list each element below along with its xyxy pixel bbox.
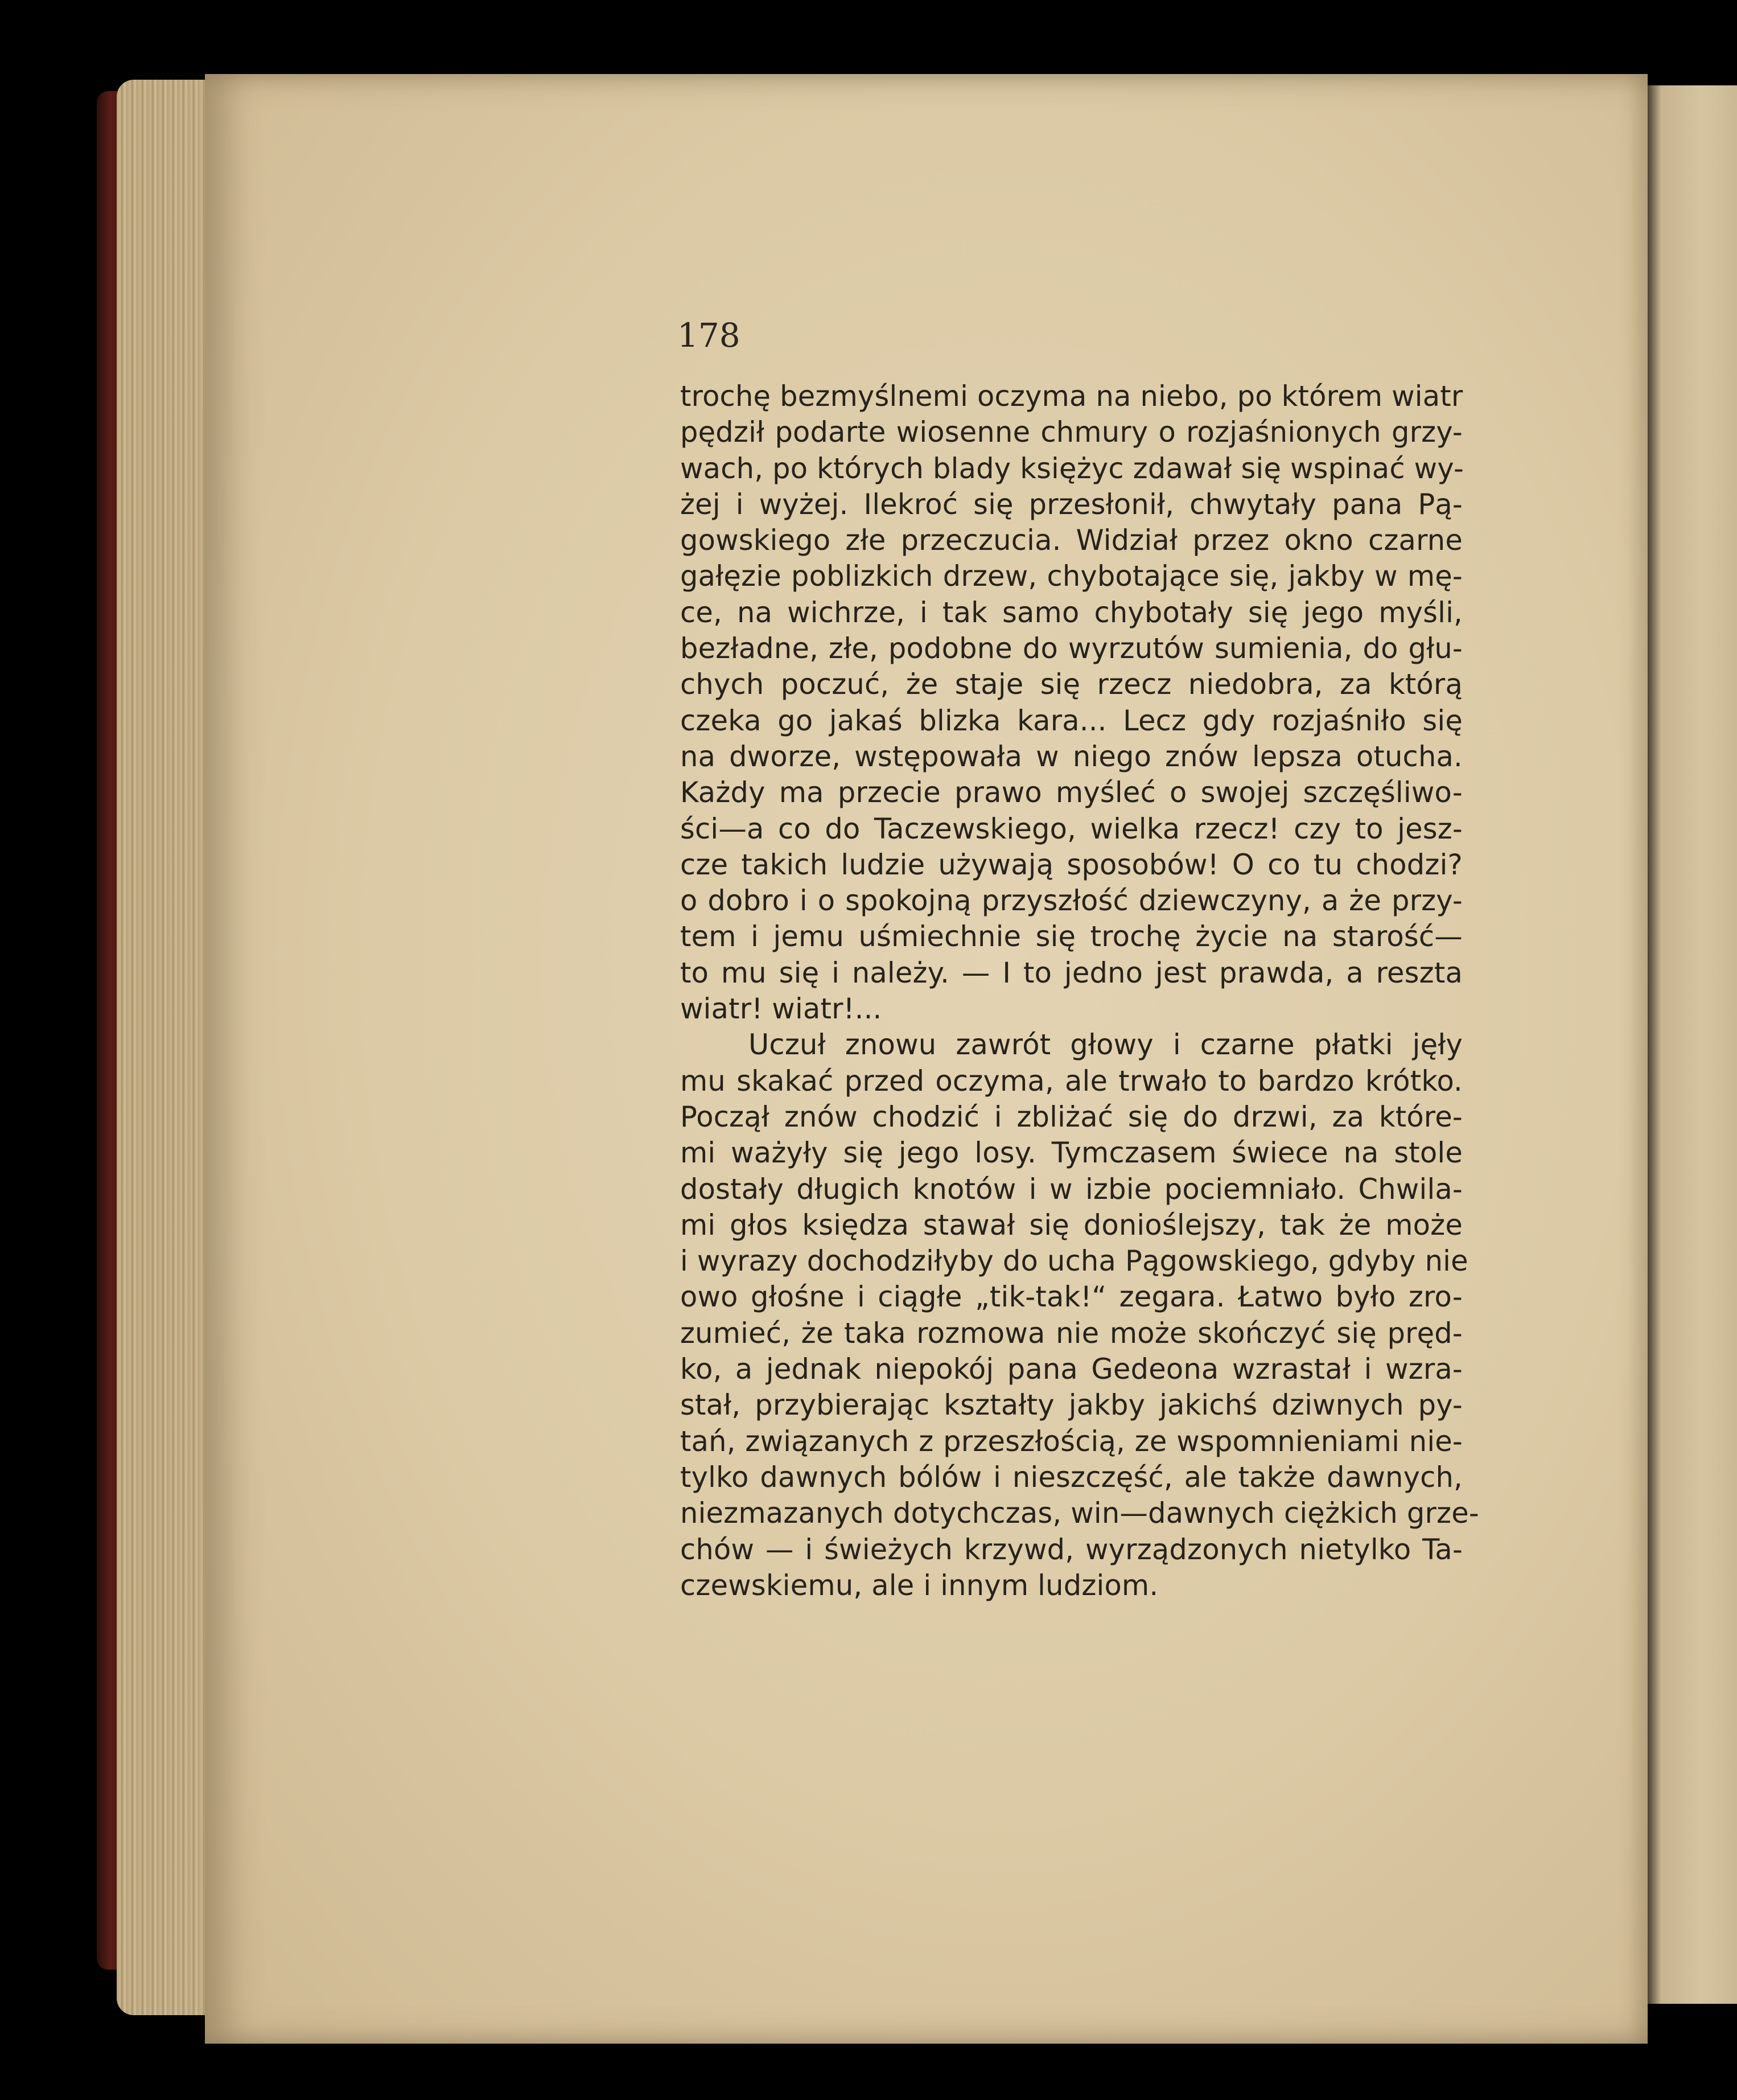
text-line: wiatr! wiatr!... <box>680 992 882 1026</box>
text-line: bezładne, złe, podobne do wyrzutów sumienia, do głu- <box>680 632 1463 665</box>
text-line: mi ważyły się jego losy. Tymczasem świece na stole <box>680 1136 1463 1170</box>
text-line: Każdy ma przecie prawo myśleć o swojej szczęśliwo- <box>680 776 1463 809</box>
text-line: pędził podarte wiosenne chmury o rozjaśnionych grzy- <box>680 416 1463 449</box>
text-line: na dworze, wstępowała w niego znów lepsza otucha. <box>680 739 1463 773</box>
text-line: ce, na wichrze, i tak samo chybotały się jego myśli, <box>680 595 1463 629</box>
text-line: czewskiemu, ale i innym ludziom. <box>680 1568 1159 1602</box>
text-line: ko, a jednak niepokój pana Gedeona wzrastał i wzra- <box>680 1353 1463 1386</box>
text-line: owo głośne i ciągłe „tik-tak!“ zegara. Łatwo było zro- <box>680 1280 1463 1314</box>
text-line: mu skakać przed oczyma, ale trwało to bardzo krótko. <box>680 1064 1463 1098</box>
body-text <box>680 379 1479 1604</box>
text-line: o dobro i o spokojną przyszłość dziewczyny, a że przy- <box>680 884 1463 918</box>
text-line: żej i wyżej. Ilekroć się przesłonił, chwytały pana Pą- <box>680 487 1463 521</box>
text-line: chych poczuć, że staje się rzecz niedobra, za którą <box>680 668 1463 701</box>
facing-page-edge <box>1648 85 1737 2004</box>
text-line: gałęzie poblizkich drzew, chybotające się, jakby w mę- <box>680 560 1463 593</box>
text-line: to mu się i należy. — I to jedno jest prawda, a reszta <box>680 956 1463 989</box>
text-line: chów — i świeżych krzywd, wyrządzonych nietylko Ta- <box>680 1532 1463 1566</box>
text-line: gowskiego złe przeczucia. Widział przez okno czarne <box>680 524 1463 557</box>
text-line: stał, przybierając kształty jakby jakichś dziwnych py- <box>680 1388 1463 1422</box>
text-line: dostały długich knotów i w izbie pociemniało. Chwila- <box>680 1172 1463 1206</box>
text-line: i wyrazy dochodziłyby do ucha Pągowskiego, gdyby nie <box>680 1244 1468 1278</box>
text-line: ści—a co do Taczewskiego, wielka rzecz! czy to jesz- <box>680 812 1463 845</box>
text-line: Począł znów chodzić i zbliżać się do drzwi, za które- <box>680 1100 1463 1133</box>
text-line: tylko dawnych bólów i nieszczęść, ale także dawnych, <box>680 1460 1463 1494</box>
text-line: czeka go jakaś blizka kara... Lecz gdy rozjaśniło się <box>680 704 1463 737</box>
text-line: mi głos księdza stawał się donioślejszy, tak że może <box>680 1208 1463 1242</box>
text-line: cze takich ludzie używają sposobów! O co tu chodzi? <box>680 848 1463 881</box>
text-line: wach, po których blady księżyc zdawał się wspinać wy- <box>680 451 1464 485</box>
text-line: trochę bezmyślnemi oczyma na niebo, po którem wiatr <box>680 380 1463 413</box>
text-line: tań, związanych z przeszłością, ze wspomnieniami nie- <box>680 1424 1463 1458</box>
page-number: 178 <box>677 316 740 355</box>
text-line: zumieć, że taka rozmowa nie może skończyć się pręd- <box>680 1316 1463 1350</box>
text-line: tem i jemu uśmiechnie się trochę życie na starość— <box>680 920 1463 954</box>
text-line: niezmazanych dotychczas, win—dawnych ciężkich grze- <box>680 1497 1479 1530</box>
text-line: Uczuł znowu zawrót głowy i czarne płatki jęły <box>748 1028 1463 1062</box>
